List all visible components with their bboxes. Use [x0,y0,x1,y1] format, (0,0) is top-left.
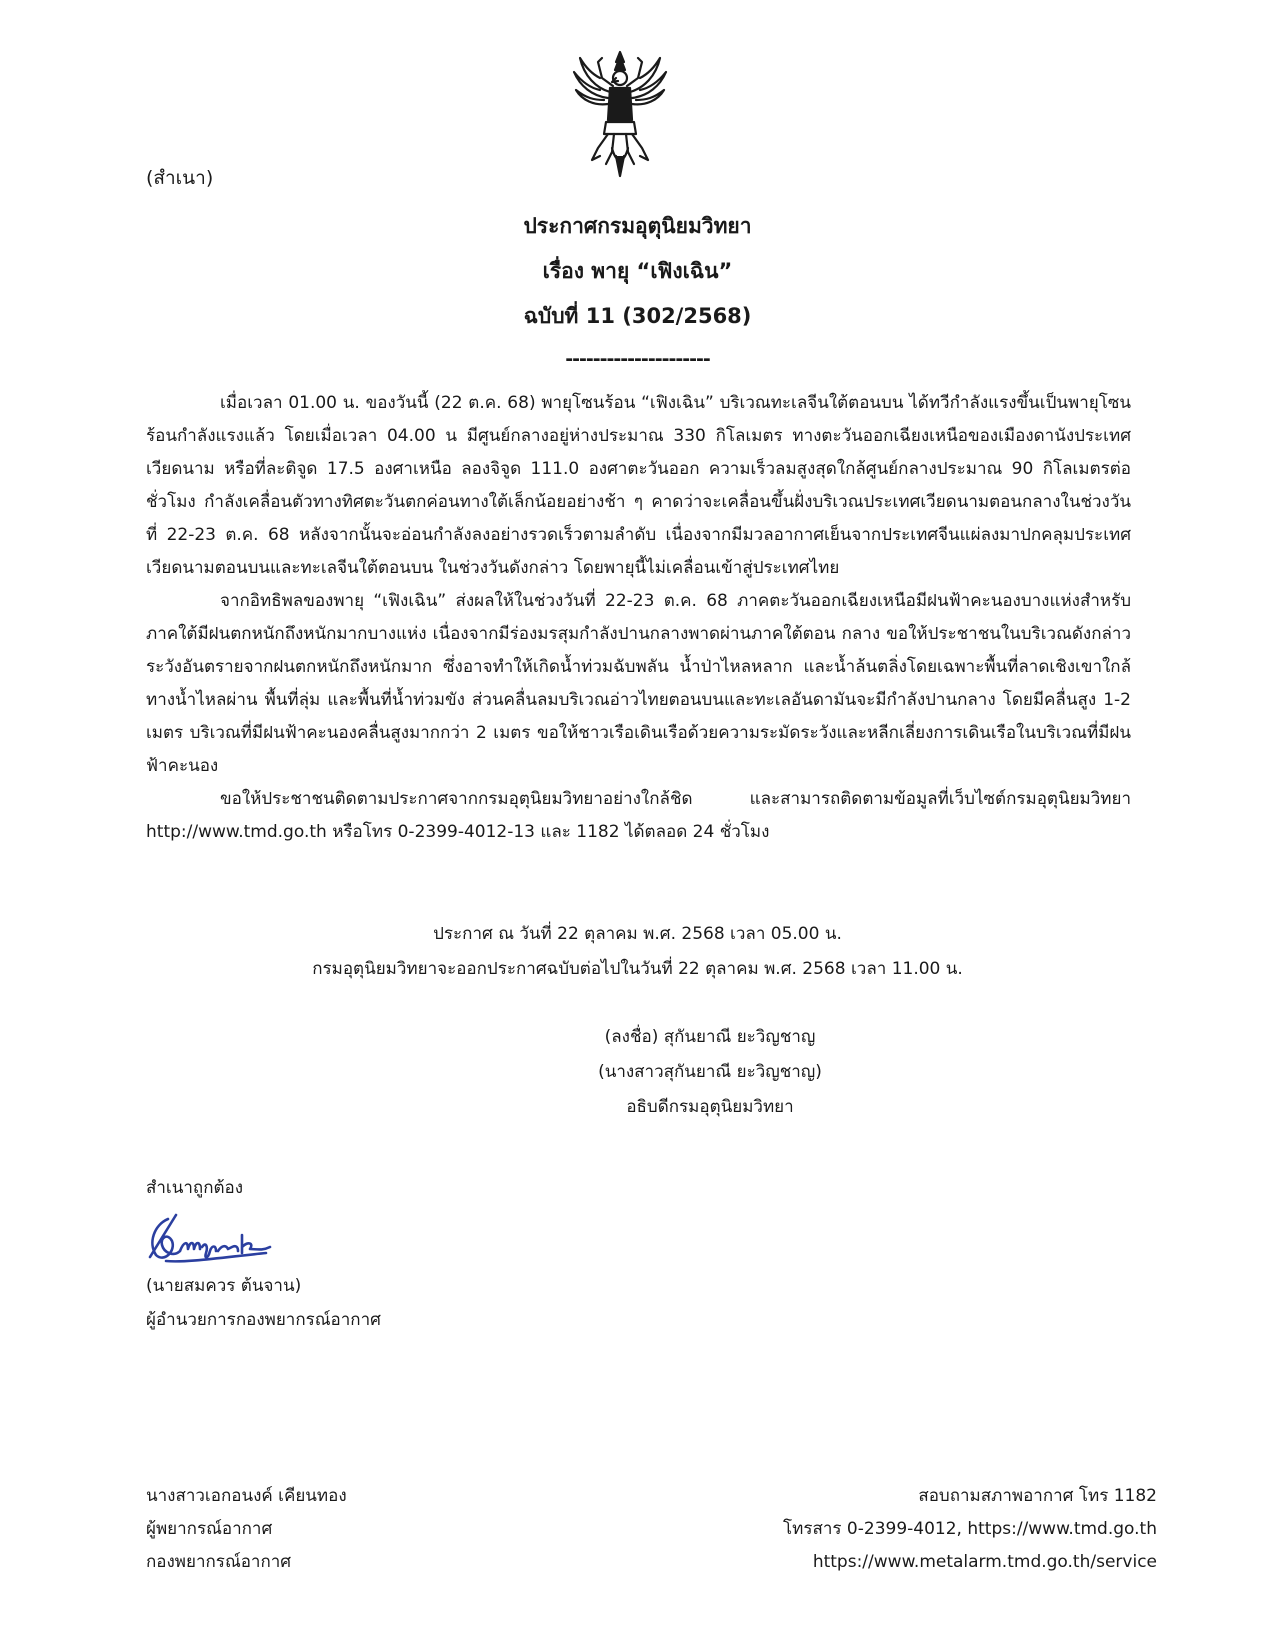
forecaster-name: นางสาวเอกอนงค์ เคียนทอง [146,1486,347,1506]
document-title: ประกาศกรมอุตุนิยมวิทยา [523,214,752,238]
title-block [0,204,1275,379]
issue-number: ฉบับที่ 11 (302/2568) [523,304,752,328]
footer-forecaster [146,1480,347,1579]
garuda-emblem-icon [572,48,668,180]
contact-phone: สอบถามสภาพอากาศ โทร 1182 [918,1486,1157,1506]
announcement-date-block [0,917,1275,987]
certifier-name: (นายสมควร ต้นจาน) [146,1276,302,1296]
body-paragraph: จากอิทธิพลของพายุ “เฟิงเฉิน” ส่งผลให้ในช่วงวันที่ 22-23 ต.ค. 68 ภาคตะวันออกเฉียงเหนือมีฝนฟ้าคะนองบางแห่งสำหรับภาคใต้มีฝนตกหนักถึงหนักมากบางแห่ง เนื่องจากมีร่องมรสุมกำลังปานกลางพาดผ่านภาคใต้ตอน กลาง ขอให้ประชาชนในบริเวณดังกล่าวระวังอันตรายจากฝนตกหนักถึงหนักมาก ซึ่งอาจทำให้เกิดน้ำท่วมฉับพลัน น้ำป่าไหลหลาก และน้ำล้นตลิ่งโดยเฉพาะพื้นที่ลาดเชิงเขาใกล้ทางน้ำไหลผ่าน พื้นที่ลุ่ม และพื้นที่น้ำท่วมขัง ส่วนคลื่นลมบริเวณอ่าวไทยตอนบนและทะเลอันดามันจะมีกำลังปานกลาง โดยมีคลื่นสูง 1-2 เมตร บริเวณที่มีฝนฟ้าคะนองคลื่นสูงมากกว่า 2 เมตร ขอให้ชาวเรือเดินเรือด้วยความระมัดระวังและหลีกเลี่ยงการเดินเรือในบริเวณที่มีฝนฟ้าคะนอง [146,591,1131,776]
next-announcement: กรมอุตุนิยมวิทยาจะออกประกาศฉบับต่อไปในวันที่ 22 ตุลาคม พ.ศ. 2568 เวลา 11.00 น. [312,959,963,979]
signatory-position: อธิบดีกรมอุตุนิยมวิทยา [626,1097,794,1117]
forecaster-title: ผู้พยากรณ์อากาศ [146,1519,273,1539]
director-signature-block [560,1020,860,1125]
announcement-date: ประกาศ ณ วันที่ 22 ตุลาคม พ.ศ. 2568 เวลา 05.00 น. [433,924,842,944]
contact-fax-website: โทรสาร 0-2399-4012, https://www.tmd.go.th [783,1519,1157,1539]
handwritten-signature [146,1207,274,1267]
certified-copy-label: สำเนาถูกต้อง [146,1178,244,1198]
certification-block [146,1171,381,1337]
contact-service-url: https://www.metalarm.tmd.go.th/service [812,1552,1157,1572]
signatory-full-name: (นางสาวสุกันยาณี ยะวิญชาญ) [598,1062,822,1082]
forecaster-division: กองพยากรณ์อากาศ [146,1552,292,1572]
copy-mark: (สำเนา) [146,167,214,189]
footer-contact [783,1480,1157,1579]
title-divider: --------------------- [565,348,710,370]
body-paragraph: เมื่อเวลา 01.00 น. ของวันนี้ (22 ต.ค. 68) พายุโซนร้อน “เฟิงเฉิน” บริเวณทะเลจีนใต้ตอนบน ได้ทวีกำลังแรงขึ้นเป็นพายุโซนร้อนกำลังแรงแล้ว โดยเมื่อเวลา 04.00 น มีศูนย์กลางอยู่ห่างประมาณ 330 กิโลเมตร ทางตะวันออกเฉียงเหนือของเมืองดานังประเทศเวียดนาม หรือที่ละติจูด 17.5 องศาเหนือ ลองจิจูด 111.0 องศาตะวันออก ความเร็วลมสูงสุดใกล้ศูนย์กลางประมาณ 90 กิโลเมตรต่อชั่วโมง กำลังเคลื่อนตัวทางทิศตะวันตกค่อนทางใต้เล็กน้อยอย่างช้า ๆ คาดว่าจะเคลื่อนขึ้นฝั่งบริเวณประเทศเวียดนามตอนกลางในช่วงวันที่ 22-23 ต.ค. 68 หลังจากนั้นจะอ่อนกำลังลงอย่างรวดเร็วตามลำดับ เนื่องจากมีมวลอากาศเย็นจากประเทศจีนแผ่ลงมาปกคลุมประเทศเวียดนามตอนบนและทะเลจีนใต้ตอนบน ในช่วงวันดังกล่าว โดยพายุนี้ไม่เคลื่อนเข้าสู่ประเทศไทย [146,393,1131,578]
certifier-position: ผู้อำนวยการกองพยากรณ์อากาศ [146,1310,381,1330]
signed-name: (ลงชื่อ) สุกันยาณี ยะวิญชาญ [604,1027,816,1047]
body-paragraph: ขอให้ประชาชนติดตามประกาศจากกรมอุตุนิยมวิทยาอย่างใกล้ชิด และสามารถติดตามข้อมูลที่เว็บไซต์กรมอุตุนิยมวิทยา http://www.tmd.go.th หรือโทร 0-2399-4012-13 และ 1182 ได้ตลอด 24 ชั่วโมง [146,789,1131,842]
announcement-body [146,387,1131,849]
document-subject: เรื่อง พายุ “เฟิงเฉิน” [542,259,733,283]
